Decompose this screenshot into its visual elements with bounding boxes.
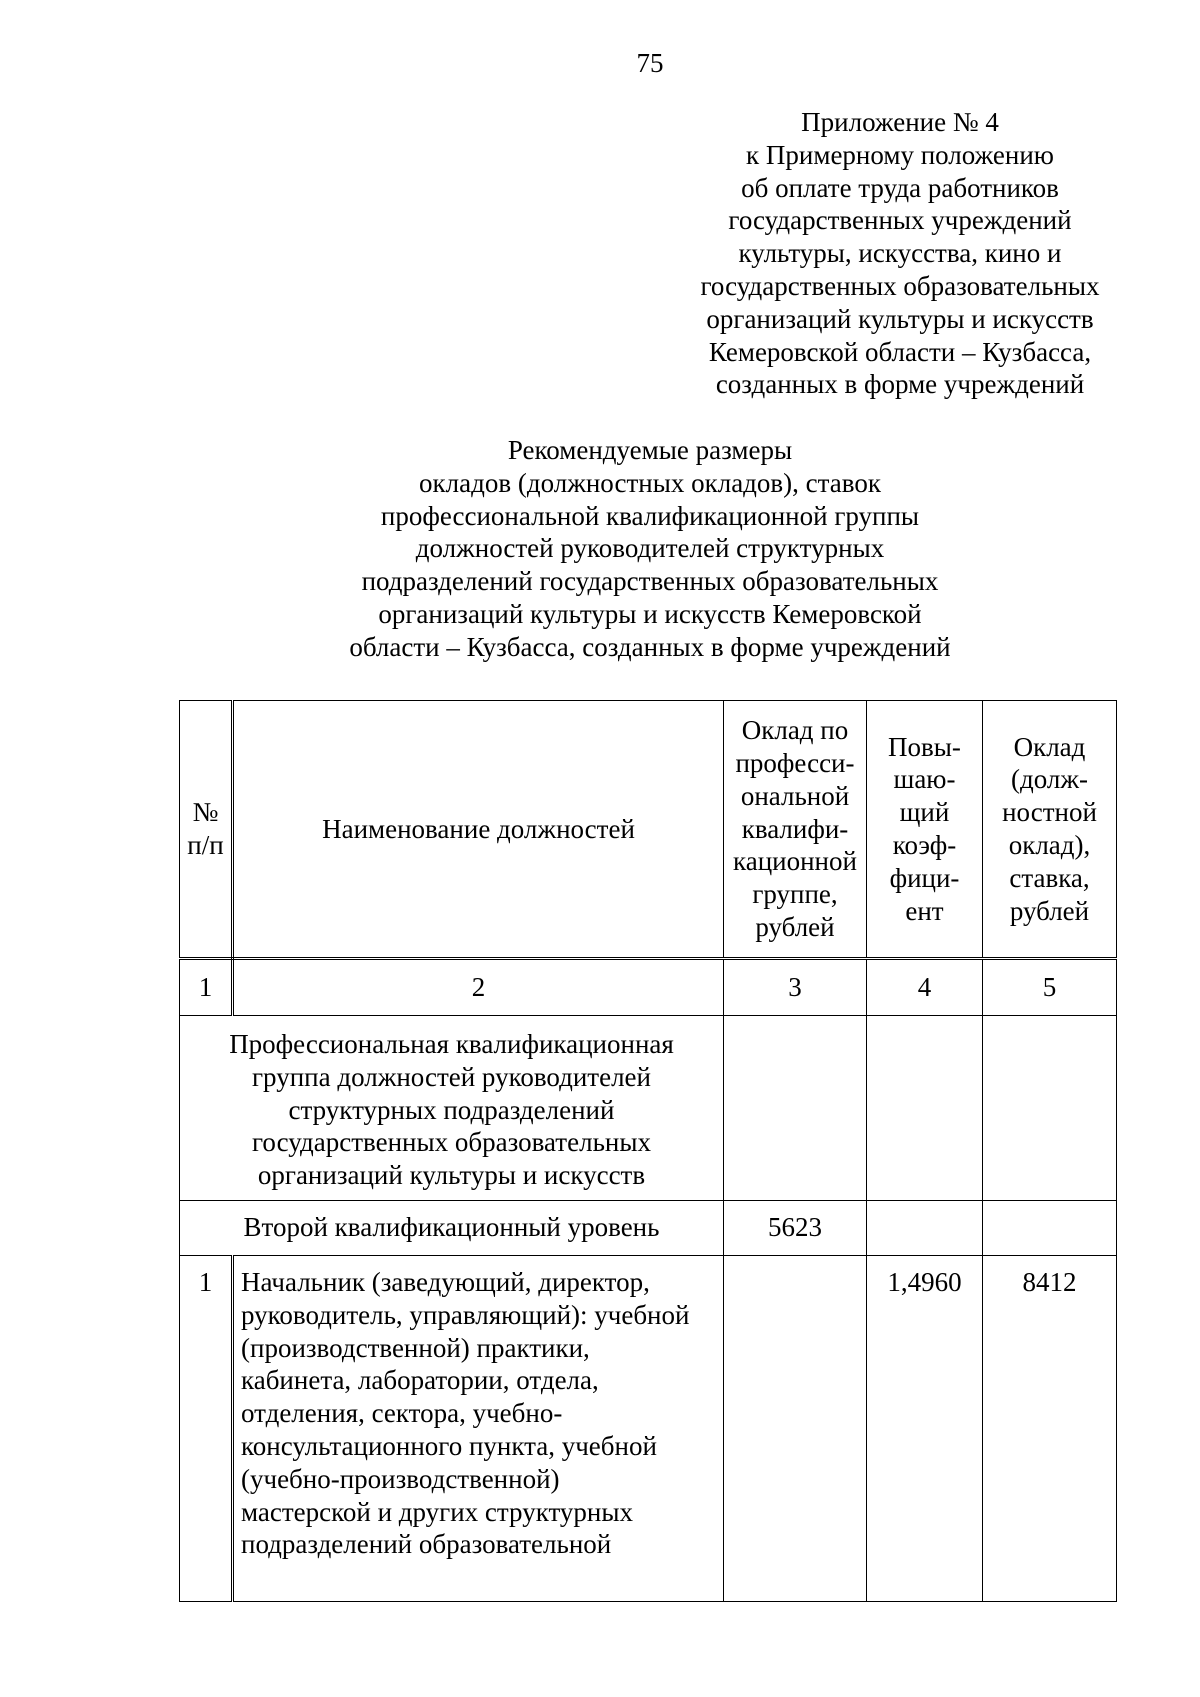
appendix-line: об оплате труда работников <box>741 172 1059 203</box>
title-line: подразделений государственных образовательных <box>361 566 939 597</box>
header-number: № п/п <box>180 701 233 959</box>
position-name-line: кабинета, лаборатории, отдела, <box>241 1365 599 1396</box>
group-title-line: структурных подразделений <box>288 1094 615 1125</box>
document-title <box>300 434 1000 664</box>
position-name-line: подразделений образовательной <box>241 1529 612 1560</box>
column-number: 3 <box>724 959 867 1016</box>
empty-cell <box>867 1016 983 1201</box>
title-line: организаций культуры и искусств Кемеровской <box>378 598 922 629</box>
appendix-header <box>672 106 1128 401</box>
header-position-name: Наименование должностей <box>233 701 724 959</box>
position-name-line: (учебно-производственной) <box>241 1463 560 1494</box>
empty-cell <box>983 1016 1117 1201</box>
level-salary: 5623 <box>768 1212 822 1242</box>
group-row <box>180 1016 1117 1201</box>
level-label-cell <box>180 1201 724 1256</box>
group-title-line: Профессиональная квалификационная <box>229 1029 674 1059</box>
appendix-line: Приложение № 4 <box>801 107 999 137</box>
group-title-line: организаций культуры и искусств <box>257 1160 646 1191</box>
column-number: 4 <box>867 959 983 1016</box>
title-line: области – Кузбасса, созданных в форме учреждений <box>349 631 951 662</box>
appendix-line: государственных образовательных <box>700 270 1100 301</box>
group-title-line: группа должностей руководителей <box>251 1061 651 1092</box>
appendix-line: организаций культуры и искусств <box>706 303 1094 334</box>
appendix-line: созданных в форме учреждений <box>715 369 1085 400</box>
column-number: 2 <box>233 959 724 1016</box>
title-line: профессиональной квалификационной группы <box>380 500 920 531</box>
appendix-line: культуры, искусства, кино и <box>738 238 1062 269</box>
title-line: окладов (должностных окладов), ставок <box>419 467 881 498</box>
header-salary: Оклад (долж- ностной оклад), ставка, рублей <box>983 701 1117 959</box>
position-name-line: отделения, сектора, учебно- <box>241 1398 563 1429</box>
position-name-line: руководитель, управляющий): учебной <box>241 1299 690 1330</box>
column-numbers-row <box>180 959 1117 1016</box>
position-name-line: (производственной) практики, <box>241 1332 590 1363</box>
group-title-line: государственных образовательных <box>252 1127 651 1158</box>
appendix-line: к Примерному положению <box>746 139 1054 170</box>
level-label: Второй квалификационный уровень <box>243 1212 660 1242</box>
appendix-line: Кемеровской области – Кузбасса, <box>708 336 1092 367</box>
coefficient-cell <box>867 1256 983 1602</box>
title-line: должностей руководителей структурных <box>415 533 885 564</box>
coefficient-value: 1,4960 <box>887 1267 962 1297</box>
position-name-line: консультационного пункта, учебной <box>241 1430 657 1461</box>
level-salary-cell <box>724 1201 867 1256</box>
row-number: 1 <box>198 1267 213 1297</box>
header-coefficient: Повы- шаю- щий коэф- фици- ент <box>867 701 983 959</box>
title-line: Рекомендуемые размеры <box>507 435 793 465</box>
position-name-line: Начальник (заведующий, директор, <box>241 1267 650 1297</box>
position-name-cell <box>233 1256 724 1602</box>
column-number: 1 <box>180 959 233 1016</box>
empty-cell <box>983 1201 1117 1256</box>
position-name-line: мастерской и других структурных <box>241 1496 633 1527</box>
salary-table <box>179 700 1117 1602</box>
empty-cell <box>724 1256 867 1602</box>
empty-cell <box>724 1016 867 1201</box>
table-header-row <box>180 701 1117 959</box>
salary-cell <box>983 1256 1117 1602</box>
header-group-salary: Оклад по професси- ональной квалифи- кационной группе, рублей <box>724 701 867 959</box>
group-title-cell <box>180 1016 724 1201</box>
salary-value: 8412 <box>1022 1267 1077 1297</box>
table-row <box>180 1256 1117 1602</box>
row-number-cell <box>180 1256 233 1602</box>
appendix-line: государственных учреждений <box>728 205 1072 236</box>
empty-cell <box>867 1201 983 1256</box>
column-number: 5 <box>983 959 1117 1016</box>
level-row <box>180 1201 1117 1256</box>
page-number: 75 <box>636 48 664 78</box>
